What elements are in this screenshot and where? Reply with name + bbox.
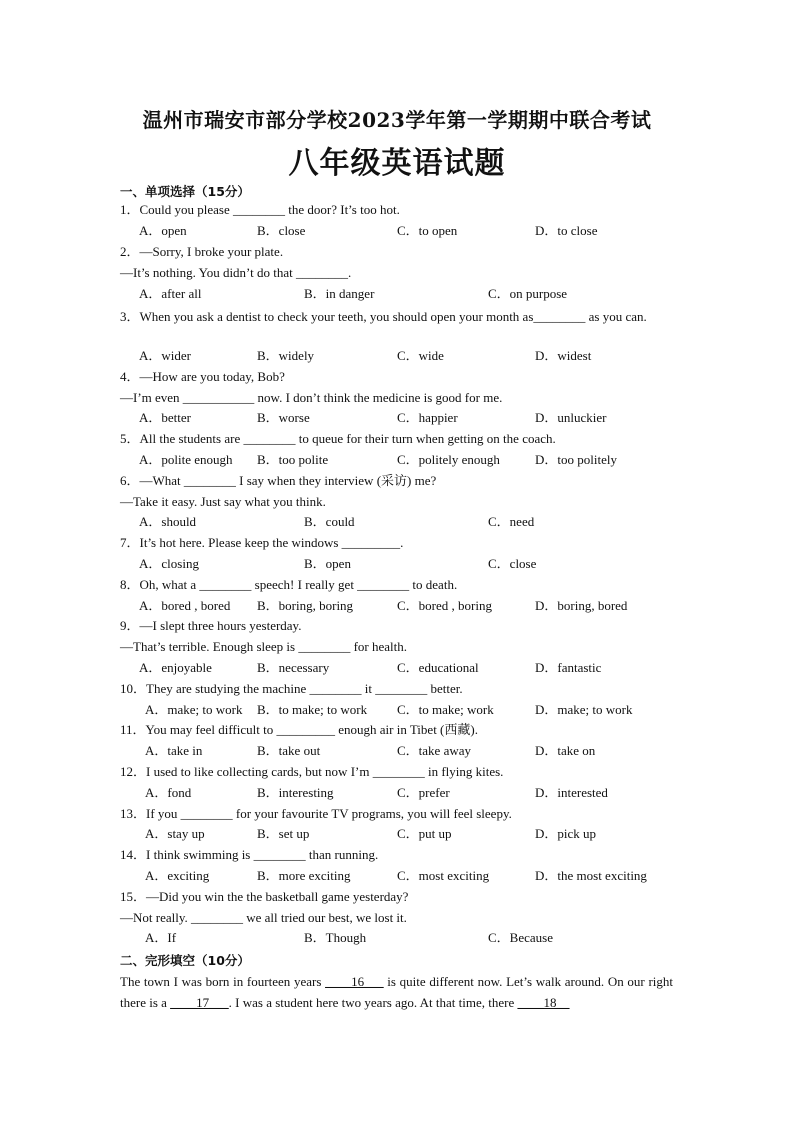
option-b: B．could <box>304 514 355 529</box>
passage-text: The town I was born in fourteen years <box>120 974 326 989</box>
options-q14 <box>0 868 794 884</box>
option-a: A．exciting <box>145 868 210 883</box>
option-c: C．on purpose <box>488 286 568 301</box>
options-q3 <box>0 348 794 364</box>
option-d: D．unluckier <box>535 410 607 425</box>
question-10: 10．They are studying the machine ________ it ________ better. <box>120 681 463 696</box>
option-b: B．interesting <box>257 785 334 800</box>
option-c: C．to make; work <box>397 702 494 717</box>
question-8: 8．Oh, what a ________ speech! I really get ________ to death. <box>120 577 458 592</box>
option-c: C．most exciting <box>397 868 490 883</box>
option-b: B．to make; to work <box>257 702 368 717</box>
option-b: B．necessary <box>257 660 330 675</box>
question-15: 15．—Did you win the the basketball game yesterday? <box>120 889 409 904</box>
option-b: B．take out <box>257 743 321 758</box>
options-q15 <box>0 930 794 946</box>
passage-text: . I was a student here two years ago. At that time, there <box>228 995 518 1010</box>
options-q13 <box>0 826 794 842</box>
question-13: 13．If you ________ for your favourite TV programs, you will feel sleepy. <box>120 806 512 821</box>
option-d: D．widest <box>535 348 592 363</box>
option-a: A．make; to work <box>145 702 243 717</box>
option-a: A．should <box>139 514 197 529</box>
question-4: 4．—How are you today, Bob? <box>120 369 285 384</box>
option-b: B．close <box>257 223 306 238</box>
option-a: A．open <box>139 223 187 238</box>
question-6: 6．—What ________ I say when they interview (采访) me? <box>120 473 437 488</box>
option-d: D．boring, bored <box>535 598 628 613</box>
options-q2 <box>0 286 794 302</box>
option-c: C．take away <box>397 743 472 758</box>
options-q1 <box>0 223 794 239</box>
option-a: A．stay up <box>145 826 205 841</box>
option-d: D．fantastic <box>535 660 602 675</box>
option-b: B．too polite <box>257 452 329 467</box>
option-d: D．interested <box>535 785 608 800</box>
options-q11 <box>0 743 794 759</box>
question-12: 12．I used to like collecting cards, but now I’m ________ in flying kites. <box>120 764 504 779</box>
options-q6 <box>0 514 794 530</box>
question-1: 1．Could you please ________ the door? It’s too hot. <box>120 202 400 217</box>
section-heading-cloze: 二、完形填空（10分） <box>120 953 250 968</box>
option-c: C．put up <box>397 826 452 841</box>
options-q8 <box>0 598 794 614</box>
option-b: B．Though <box>304 930 367 945</box>
option-b: B．worse <box>257 410 310 425</box>
options-q9 <box>0 660 794 676</box>
option-a: A．enjoyable <box>139 660 212 675</box>
question-14: 14．I think swimming is ________ than running. <box>120 847 379 862</box>
option-b: B．open <box>304 556 351 571</box>
blank-16: ____16___ <box>325 974 384 989</box>
blank-17: ____17___ <box>170 995 229 1010</box>
option-a: A．wider <box>139 348 191 363</box>
option-a: A．If <box>145 930 177 945</box>
option-c: C．wide <box>397 348 444 363</box>
option-b: B．set up <box>257 826 310 841</box>
cloze-passage <box>120 971 673 1013</box>
option-c: C．educational <box>397 660 479 675</box>
option-c: C．happier <box>397 410 458 425</box>
option-c: C．to open <box>397 223 458 238</box>
option-c: C．close <box>488 556 537 571</box>
question-9: 9．—I slept three hours yesterday. <box>120 618 302 633</box>
option-a: A．better <box>139 410 191 425</box>
option-d: D．pick up <box>535 826 597 841</box>
option-a: A．after all <box>139 286 202 301</box>
option-a: A．closing <box>139 556 199 571</box>
option-c: C．politely enough <box>397 452 500 467</box>
options-q10 <box>0 702 794 718</box>
option-c: C．Because <box>488 930 553 945</box>
question-7: 7．It’s hot here. Please keep the windows _________. <box>120 535 404 550</box>
question-2: 2．—Sorry, I broke your plate. <box>120 244 284 259</box>
exam-title: 温州市瑞安市部分学校2023学年第一学期期中联合考试 <box>142 108 652 132</box>
option-d: D．make; to work <box>535 702 633 717</box>
option-a: A．bored , bored <box>139 598 231 613</box>
question-9-reply: —That’s terrible. Enough sleep is ________ for health. <box>120 639 408 654</box>
option-c: C．bored , boring <box>397 598 492 613</box>
option-d: D．to close <box>535 223 598 238</box>
passage-text: is quite different now. Let’s walk around. On our right there is a <box>120 974 674 1010</box>
question-6-reply: —Take it easy. Just say what you think. <box>120 494 326 509</box>
option-d: D．too politely <box>535 452 617 467</box>
option-a: A．take in <box>145 743 203 758</box>
question-5: 5．All the students are ________ to queue for their turn when getting on the coach. <box>120 431 556 446</box>
options-q5 <box>0 452 794 468</box>
question-15-reply: —Not really. ________ we all tried our best, we lost it. <box>120 910 407 925</box>
options-q12 <box>0 785 794 801</box>
option-a: A．fond <box>145 785 192 800</box>
section-heading-choice: 一、单项选择（15分） <box>120 184 250 199</box>
option-b: B．boring, boring <box>257 598 354 613</box>
option-b: B．widely <box>257 348 315 363</box>
exam-subtitle: 八年级英语试题 <box>288 146 506 181</box>
option-c: C．need <box>488 514 535 529</box>
option-d: D．take on <box>535 743 596 758</box>
option-b: B．more exciting <box>257 868 351 883</box>
options-q4 <box>0 410 794 426</box>
question-11: 11．You may feel difficult to _________ enough air in Tibet (西藏). <box>120 722 478 737</box>
question-3: 3．When you ask a dentist to check your teeth, you should open your month as________ as you can. <box>120 309 647 324</box>
option-c: C．prefer <box>397 785 450 800</box>
options-q7 <box>0 556 794 572</box>
option-a: A．polite enough <box>139 452 233 467</box>
blank-18: ____18__ <box>517 995 570 1010</box>
option-b: B．in danger <box>304 286 375 301</box>
question-2-reply: —It’s nothing. You didn’t do that ________. <box>120 265 352 280</box>
option-d: D．the most exciting <box>535 868 647 883</box>
question-4-reply: —I’m even ___________ now. I don’t think the medicine is good for me. <box>120 390 503 405</box>
